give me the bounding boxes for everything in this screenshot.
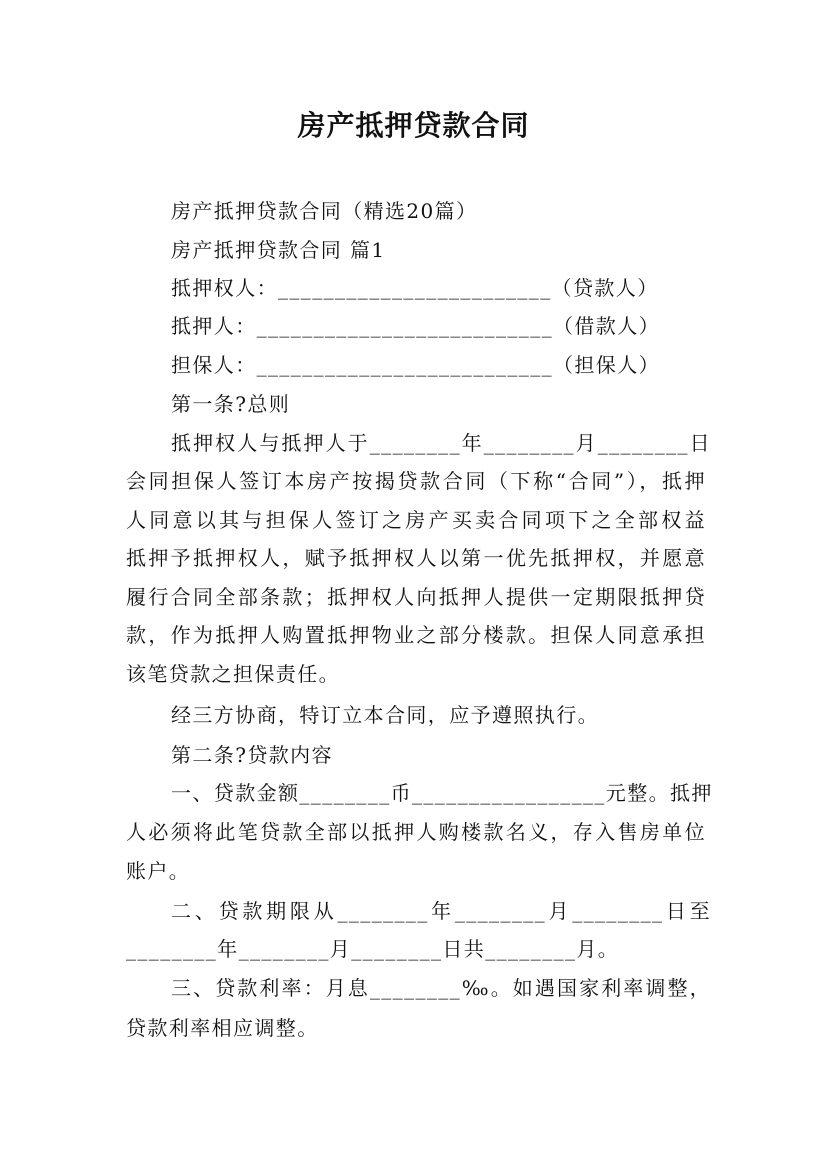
paragraph-line: 二、贷款期限从________年________月________日至 <box>171 899 711 923</box>
paragraph-line: 人必须将此笔贷款全部以抵押人购楼款名义，存入售房单位 <box>126 820 706 844</box>
paragraph-line: 款，作为抵押人购置抵押物业之部分楼款。担保人同意承担 <box>126 623 706 647</box>
article-heading: 第一条?总则 <box>171 392 291 416</box>
paragraph-line: 该笔贷款之担保责任。 <box>126 662 340 686</box>
subtitle-line: 房产抵押贷款合同（精选20篇） <box>171 199 478 223</box>
document-title: 房产抵押贷款合同 <box>297 109 530 142</box>
paragraph-line: 账户。 <box>126 859 191 883</box>
paragraph-line: 贷款利率相应调整。 <box>126 1016 319 1040</box>
guarantor-field: 担保人：__________________________（担保人） <box>171 353 660 377</box>
paragraph-line: ________年________月________日共________月。 <box>126 937 620 961</box>
paragraph-line: 三、贷款利率：月息________‰。如遇国家利率调整， <box>171 976 711 1000</box>
paragraph-line: 人同意以其与担保人签订之房产买卖合同项下之全部权益 <box>126 508 706 532</box>
paragraph-line: 经三方协商，特订立本合同，应予遵照执行。 <box>171 703 599 727</box>
paragraph-line: 一、贷款金额________币_________________元整。抵押 <box>171 781 713 805</box>
mortgagor-field: 抵押人：__________________________（借款人） <box>171 314 660 338</box>
section-heading: 房产抵押贷款合同 篇1 <box>171 238 386 262</box>
paragraph-line: 会同担保人签订本房产按揭贷款合同（下称“合同”），抵押 <box>126 469 706 493</box>
mortgagee-field: 抵押权人：________________________（贷款人） <box>171 276 659 300</box>
paragraph-line: 抵押予抵押权人，赋予抵押权人以第一优先抵押权，并愿意 <box>126 546 706 570</box>
paragraph-line: 履行合同全部条款；抵押权人向抵押人提供一定期限抵押贷 <box>126 585 706 609</box>
paragraph-line: 抵押权人与抵押人于________年________月________日 <box>171 431 711 455</box>
article-heading: 第二条?贷款内容 <box>171 743 333 767</box>
